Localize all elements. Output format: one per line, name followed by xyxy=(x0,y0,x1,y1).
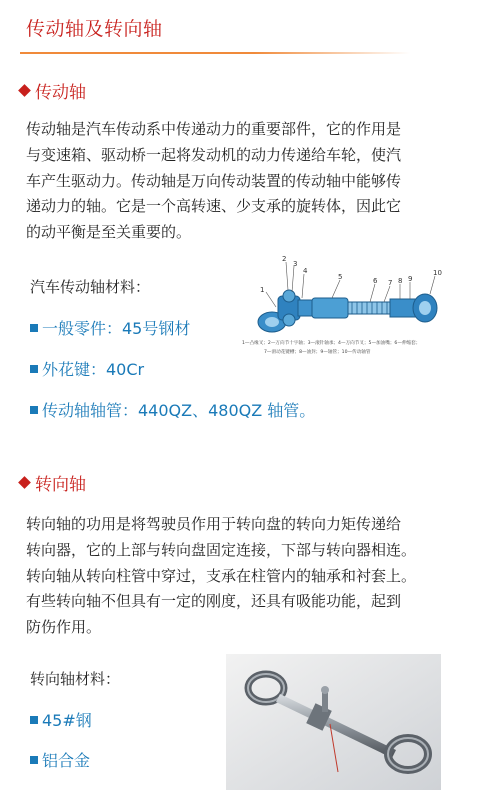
callout-label: 8 xyxy=(398,277,403,285)
diagram-caption-line: 7—滑动花键槽；8—油封；9—轴管；10—传动轴管 xyxy=(264,350,371,355)
diamond-bullet-icon xyxy=(18,476,31,489)
callout-label: 9 xyxy=(408,275,413,283)
callout-label: 6 xyxy=(373,277,378,285)
drive-shaft-paragraph xyxy=(26,117,470,246)
callout-label: 2 xyxy=(282,255,287,263)
section-heading-drive-shaft xyxy=(20,78,86,103)
steering-shaft-materials-label: 转向轴材料： xyxy=(30,670,121,688)
paragraph-line: 车产生驱动力。传动轴是万向传动装置的传动轴中能够传 xyxy=(26,171,402,190)
steering-shaft-paragraph xyxy=(26,512,470,641)
callout-label: 10 xyxy=(433,269,442,277)
square-bullet-icon xyxy=(30,716,38,724)
steering-shaft-image xyxy=(226,654,441,790)
paragraph-line: 与变速箱、驱动桥一起将发动机的动力传递给车轮，使汽 xyxy=(26,145,402,164)
square-bullet-icon xyxy=(30,756,38,764)
callout-label: 1 xyxy=(260,286,265,294)
callout-label: 4 xyxy=(303,267,308,275)
drive-shaft-materials-label: 汽车传动轴材料： xyxy=(30,278,151,296)
callout-label: 5 xyxy=(338,273,343,281)
paragraph-line: 防伤作用。 xyxy=(26,618,102,637)
square-bullet-icon xyxy=(30,406,38,414)
paragraph-line: 传动轴是汽车传动系中传递动力的重要部件，它的作用是 xyxy=(26,120,402,138)
material-item: 传动轴轴管：440QZ、480QZ 轴管。 xyxy=(30,398,315,421)
section-heading-text: 传动轴 xyxy=(35,83,86,103)
diagram-caption-line: 1—凸缘叉；2—万向节十字轴；3—滚针轴承；4—万向节叉；5—加油嘴；6—伸缩套； xyxy=(242,341,421,346)
diamond-bullet-icon xyxy=(18,84,31,97)
material-item: 45#钢 xyxy=(30,708,92,731)
title-divider xyxy=(20,52,410,54)
material-item: 一般零件：45号钢材 xyxy=(30,316,190,339)
paragraph-line: 转向器，它的上部与转向盘固定连接，下部与转向器相连。 xyxy=(26,540,417,559)
material-item: 铝合金 xyxy=(30,748,90,771)
section-heading-steering-shaft xyxy=(20,470,86,495)
square-bullet-icon xyxy=(30,365,38,373)
section-heading-text: 转向轴 xyxy=(35,475,86,495)
callout-label: 7 xyxy=(388,279,393,287)
page-title: 传动轴及转向轴 xyxy=(26,18,163,40)
material-item: 外花键：40Cr xyxy=(30,357,144,380)
paragraph-line: 转向轴从转向柱管中穿过，支承在柱管内的轴承和衬套上。 xyxy=(26,566,417,585)
paragraph-line: 的动平衡是至关重要的。 xyxy=(26,223,192,242)
paragraph-line: 转向轴的功用是将驾驶员作用于转向盘的转向力矩传递给 xyxy=(26,515,402,533)
paragraph-line: 递动力的轴。它是一个高转速、少支承的旋转体，因此它 xyxy=(26,197,402,216)
square-bullet-icon xyxy=(30,324,38,332)
callout-label: 3 xyxy=(293,260,298,268)
paragraph-line: 有些转向轴不但具有一定的刚度，还具有吸能功能，起到 xyxy=(26,592,402,611)
drive-shaft-diagram xyxy=(240,252,455,362)
